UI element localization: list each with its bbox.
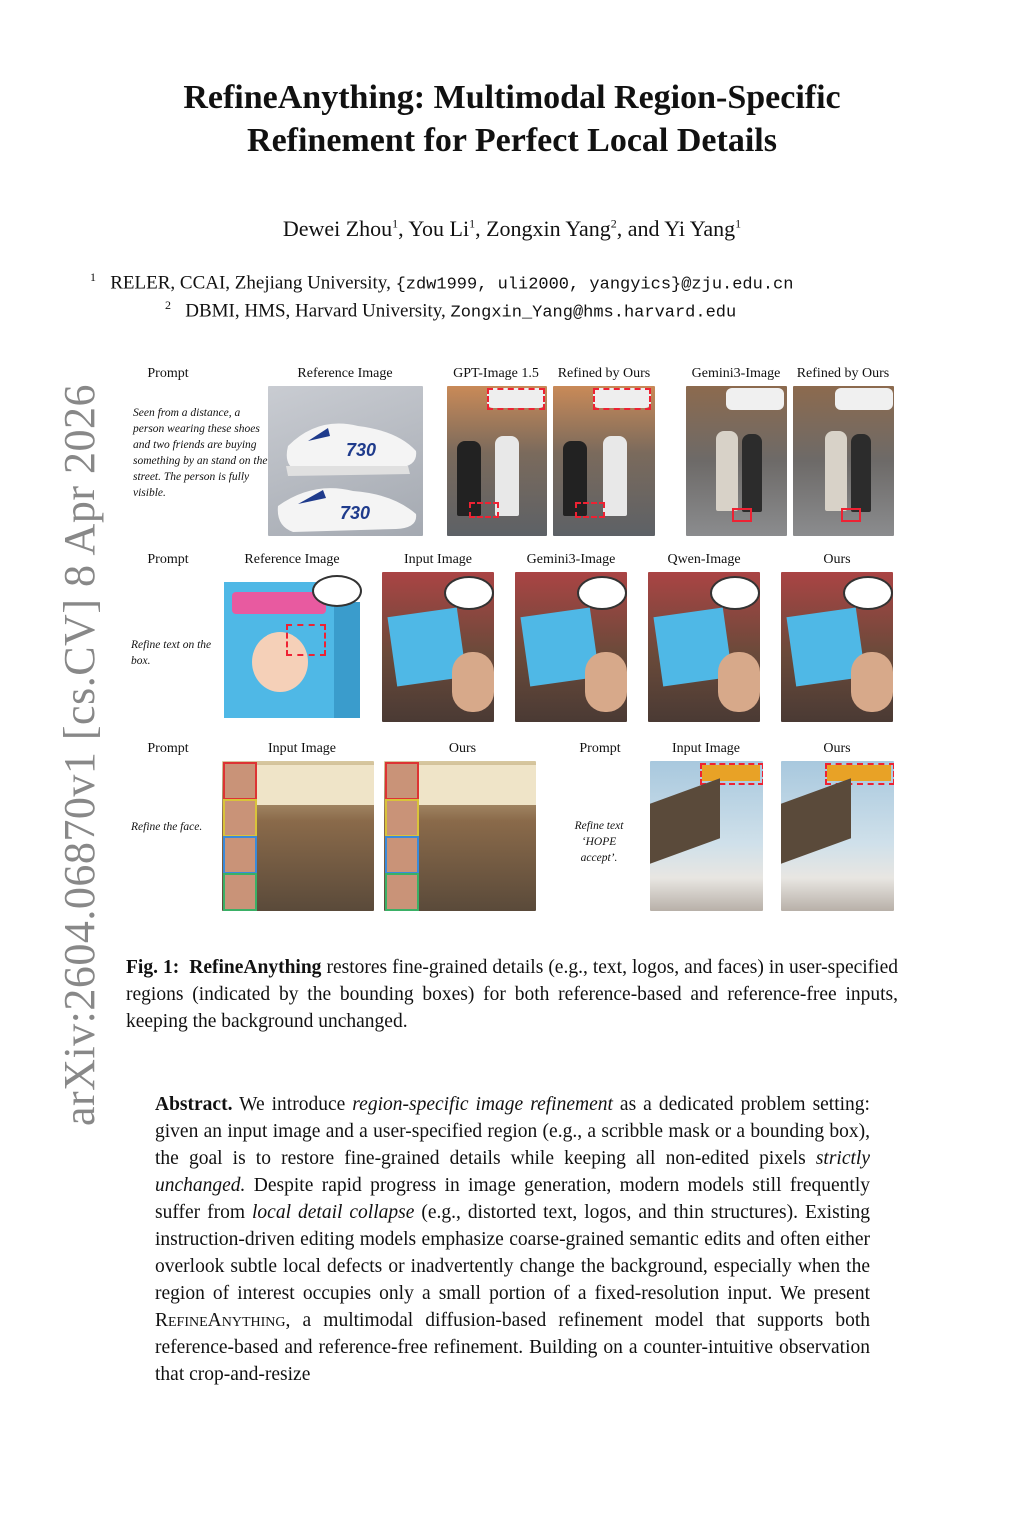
row3-prompt-left-text: Refine the face. xyxy=(131,821,203,833)
row1-prompt-text: Seen from a distance, a person wearing these shoes and two friends are buying something by an stand on the street. The person is fully visible. xyxy=(133,407,268,499)
row2-prompt-text: Refine text on the box. xyxy=(131,639,212,667)
author-affiliation-mark: 1 xyxy=(469,216,476,231)
shoes-reference-image xyxy=(268,386,423,536)
author-affiliation-mark: 2 xyxy=(610,216,617,231)
box-input-image xyxy=(382,572,494,722)
author-name: You Li xyxy=(408,216,470,241)
gemini-image-output xyxy=(686,386,787,536)
figure-caption xyxy=(126,954,898,1035)
affiliation-number: 1 xyxy=(90,270,96,284)
row2-label-prompt: Prompt xyxy=(147,552,189,567)
affiliation-number: 2 xyxy=(165,298,171,312)
abstract-label: Abstract. xyxy=(155,1094,233,1115)
affiliation-2 xyxy=(165,298,736,322)
row2-label-reference: Reference Image xyxy=(244,552,340,567)
abstract-text: Despite rapid progress in image generation, modern models still frequently suffer from xyxy=(155,1175,870,1223)
box-ours-image xyxy=(781,572,893,722)
caption-label: Fig. 1: xyxy=(126,957,180,978)
author-name: Zongxin Yang xyxy=(486,216,611,241)
row2-label-input: Input Image xyxy=(403,552,473,567)
abstract-text: , a multimodal diffusion-based refinement model that supports both reference-based and reference-free refinement. Building on a counter-intuitive observation that crop-and-resize xyxy=(155,1310,870,1385)
author-affiliation-mark: 1 xyxy=(735,216,742,231)
author-separator: , xyxy=(398,216,409,241)
row1-label-ours-1: Refined by Ours xyxy=(557,366,651,381)
gpt-image-output xyxy=(447,386,547,536)
svg-text:730: 730 xyxy=(340,503,371,523)
box-qwen-image xyxy=(648,572,760,722)
signpost-input-image xyxy=(650,761,763,911)
caption-method-name: RefineAnything xyxy=(189,957,322,978)
abstract-emphasis: region-specific image refinement xyxy=(352,1094,613,1115)
refined-ours-image-1 xyxy=(553,386,655,536)
row2-label-gemini: Gemini3-Image xyxy=(526,552,616,567)
row1-label-prompt: Prompt xyxy=(147,366,189,381)
affiliation-text: RELER, CCAI, Zhejiang University, xyxy=(110,272,391,294)
row1-label-gpt: GPT-Image 1.5 xyxy=(453,366,539,381)
signpost-ours-image xyxy=(781,761,894,911)
affiliation-email[interactable]: Zongxin_Yang@hms.harvard.edu xyxy=(450,303,737,323)
arxiv-sidebar: arXiv:2604.06870v1 [cs.CV] 8 Apr 2026 xyxy=(55,384,104,1126)
row3-prompt-right-text: Refine text ‘HOPE accept’. xyxy=(574,820,624,864)
box-reference-image xyxy=(222,572,362,722)
row3-label-prompt-left: Prompt xyxy=(147,741,189,756)
row3-label-input-right: Input Image xyxy=(671,741,741,756)
row3-label-prompt-right: Prompt xyxy=(579,741,621,756)
row1-label-gemini: Gemini3-Image xyxy=(691,366,781,381)
author-separator: , xyxy=(475,216,487,241)
author-affiliation-mark: 1 xyxy=(392,216,399,231)
svg-text:730: 730 xyxy=(346,440,377,460)
affiliation-text: DBMI, HMS, Harvard University, xyxy=(185,300,446,322)
row3-label-ours-right: Ours xyxy=(823,741,851,756)
affiliation-1 xyxy=(90,270,793,294)
market-input-image xyxy=(222,761,374,911)
paper-title xyxy=(100,76,924,162)
abstract-text: as a dedicated problem setting: given an input image and a user-specified region (e.g., a scribble mask or a bounding box), the goal is to restore fine-grained details while keeping all non-edited pixels xyxy=(155,1094,870,1169)
author-separator: , and xyxy=(616,216,665,241)
abstract-method-name: RefineAnything xyxy=(155,1310,286,1331)
abstract-emphasis: local detail collapse xyxy=(252,1202,415,1223)
abstract-text: (e.g., distorted text, logos, and thin structures). Existing instruction-driven editing models emphasize coarse-grained semantic edits and often either overlook subtle local defects or inadvertently change the background, especially when the region of interest occupies only a small portion of a fixed-resolution input. We present xyxy=(155,1202,871,1304)
title-line-2: Refinement for Perfect Local Details xyxy=(247,122,777,159)
title-line-1: RefineAnything: Multimodal Region-Specific xyxy=(183,79,841,116)
row2-label-ours: Ours xyxy=(823,552,851,567)
row3-label-ours-left: Ours xyxy=(448,741,477,756)
abstract-emphasis: strictly unchanged. xyxy=(155,1148,870,1196)
author-name: Yi Yang xyxy=(664,216,736,241)
row1-label-reference: Reference Image xyxy=(297,366,393,381)
caption-text: restores fine-grained details (e.g., text, logos, and faces) in user-specified regions (indicated by the bounding boxes) for both reference-based and reference-free inputs, keeping the background unchanged. xyxy=(126,957,899,1032)
refined-ours-image-2 xyxy=(793,386,894,536)
box-gemini-image xyxy=(515,572,627,722)
market-ours-image xyxy=(384,761,536,911)
author-list xyxy=(100,216,924,242)
shoes-illustration xyxy=(268,386,423,536)
abstract-text: We introduce xyxy=(232,1094,353,1115)
author-name: Dewei Zhou xyxy=(282,216,393,241)
affiliation-email[interactable]: {zdw1999, uli2000, yangyics}@zju.edu.cn xyxy=(395,275,794,295)
row3-label-input-left: Input Image xyxy=(267,741,337,756)
abstract xyxy=(155,1091,870,1388)
row1-label-ours-2: Refined by Ours xyxy=(796,366,890,381)
row2-label-qwen: Qwen-Image xyxy=(667,552,741,567)
